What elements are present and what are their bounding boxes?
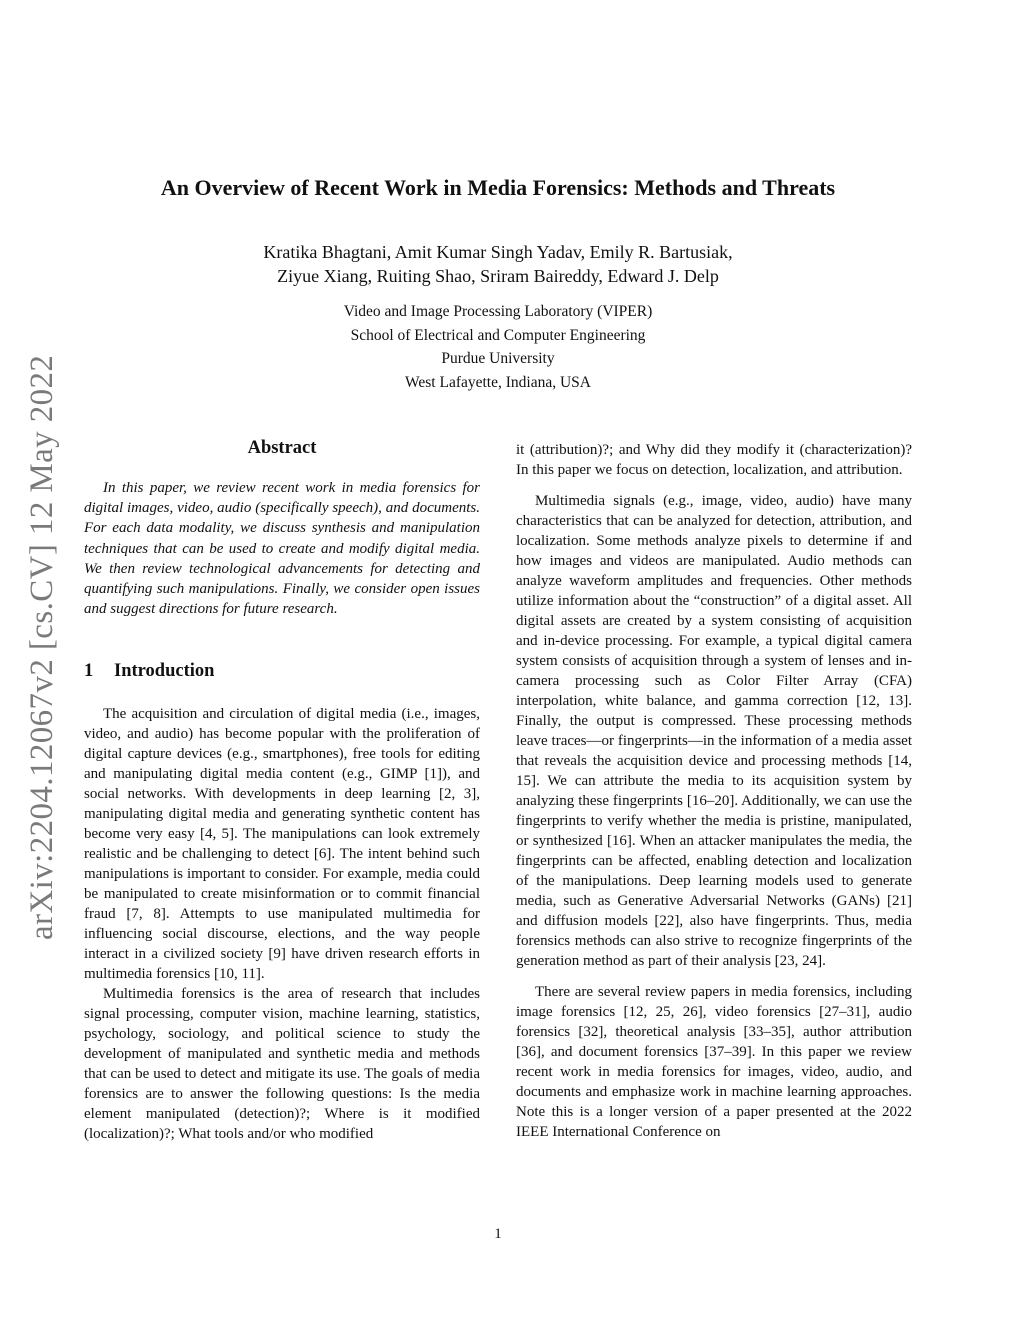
section-number: 1 [84,661,94,682]
affiliation-lab: Video and Image Processing Laboratory (VIPER) [343,303,653,320]
intro-paragraph-2-continued: it (attribution)?; and Why did they modify it (characterization)? In this paper we focus on detection, localization, and attribution. [516,442,912,478]
intro-paragraph-3: Multimedia signals (e.g., image, video, audio) have many characteristics that can be analyzed for detection, attribution, and localization. Some methods analyze pixels to determine if and how images and videos are manipulated. Audio methods can analyze waveform amplitudes and frequencies. Other methods utilize information about the “construction” of a digital asset. All digital assets are created by a system consisting of acquisition and in-device processing. For example, a typical digital camera system consists of acquisition through a system of lenses and in-camera processing such as Color Filter Array (CFA) interpolation, white balance, and gamma correction [12, 13]. Finally, the output is compressed. These processing methods leave traces—or fingerprints—in the information of a media asset that reveals the acquisition device and processing methods [14, 15]. We can attribute the media to its acquisition system by analyzing these fingerprints [16–20]. Additionally, we can use the fingerprints to verify whether the media is pristine, manipulated, or synthesized [16]. When an attacker manipulates the media, the fingerprints can be affected, enabling detection and localization of the manipulations. Deep learning models used to generate media, such as Generative Adversarial Networks (GANs) [21] and diffusion models [22], also have fingerprints. Thus, media forensics methods can also strive to recognize fingerprints of the generation method as part of their analysis [23, 24]. [516,493,912,969]
affiliation-university: Purdue University [441,350,555,367]
affiliation-location: West Lafayette, Indiana, USA [405,373,591,391]
arxiv-identifier: arXiv:2204.12067v2 [cs.CV] 12 May 2022 [24,354,60,940]
right-column [516,440,912,1142]
author-list [0,240,996,288]
section-title: Introduction [114,661,215,682]
affiliation [0,300,996,394]
intro-paragraph-4: There are several review papers in media forensics, including image forensics [12, 25, 26], video forensics [27–31], audio forensics [32], theoretical analysis [33–35], author attribution [36], and document forensics [37–39]. In this paper we review recent work in media forensics for images, video, audio, and documents and emphasize work in machine learning approaches. Note this is a longer version of a paper presented at the 2022 IEEE International Conference on [516,984,912,1140]
paper-title: An Overview of Recent Work in Media Forensics: Methods and Threats [160,175,836,200]
affiliation-school: School of Electrical and Computer Engineering [350,326,646,344]
abstract-text: In this paper, we review recent work in media forensics for digital images, video, audio (specifically speech), and documents. For each data modality, we discuss synthesis and manipulation techniques that can be used to create and modify digital media. We then review technological advancements for detecting and quantifying such manipulations. Finally, we consider open issues and suggest directions for future research. [84,480,480,618]
abstract-heading: Abstract [247,438,317,458]
intro-paragraph-1: The acquisition and circulation of digital media (i.e., images, video, and audio) has become popular with the proliferation of digital capture devices (e.g., smartphones), free tools for editing and manipulating digital media content (e.g., GIMP [1]), and social networks. With developments in deep learning [2, 3], manipulating digital media and generating synthetic content has become very easy [4, 5]. The manipulations can look extremely realistic and be challenging to detect [6]. The intent behind such manipulations is important to consider. For example, media could be manipulated to create misinformation or to commit financial fraud [7, 8]. Attempts to use manipulated multimedia for influencing social discourse, elections, and the way people interact in a civilized society [9] have driven research efforts in multimedia forensics [10, 11]. [84,706,480,983]
left-column [84,438,480,1144]
section-heading-introduction [84,661,480,682]
author-line-2: Ziyue Xiang, Ruiting Shao, Sriram Baireddy, Edward J. Delp [277,266,719,286]
author-line-1: Kratika Bhagtani, Amit Kumar Singh Yadav, Emily R. Bartusiak, [263,242,733,262]
intro-paragraph-2: Multimedia forensics is the area of research that includes signal processing, computer vision, machine learning, statistics, psychology, sociology, and political science to study the development of manipulated and synthetic media and methods that can be used to detect and mitigate its use. The goals of media forensics are to answer the following questions: Is the media element manipulated (detection)?; Where is it modified (localization)?; What tools and/or who modified [84,986,480,1143]
page-number: 1 [494,1226,502,1242]
